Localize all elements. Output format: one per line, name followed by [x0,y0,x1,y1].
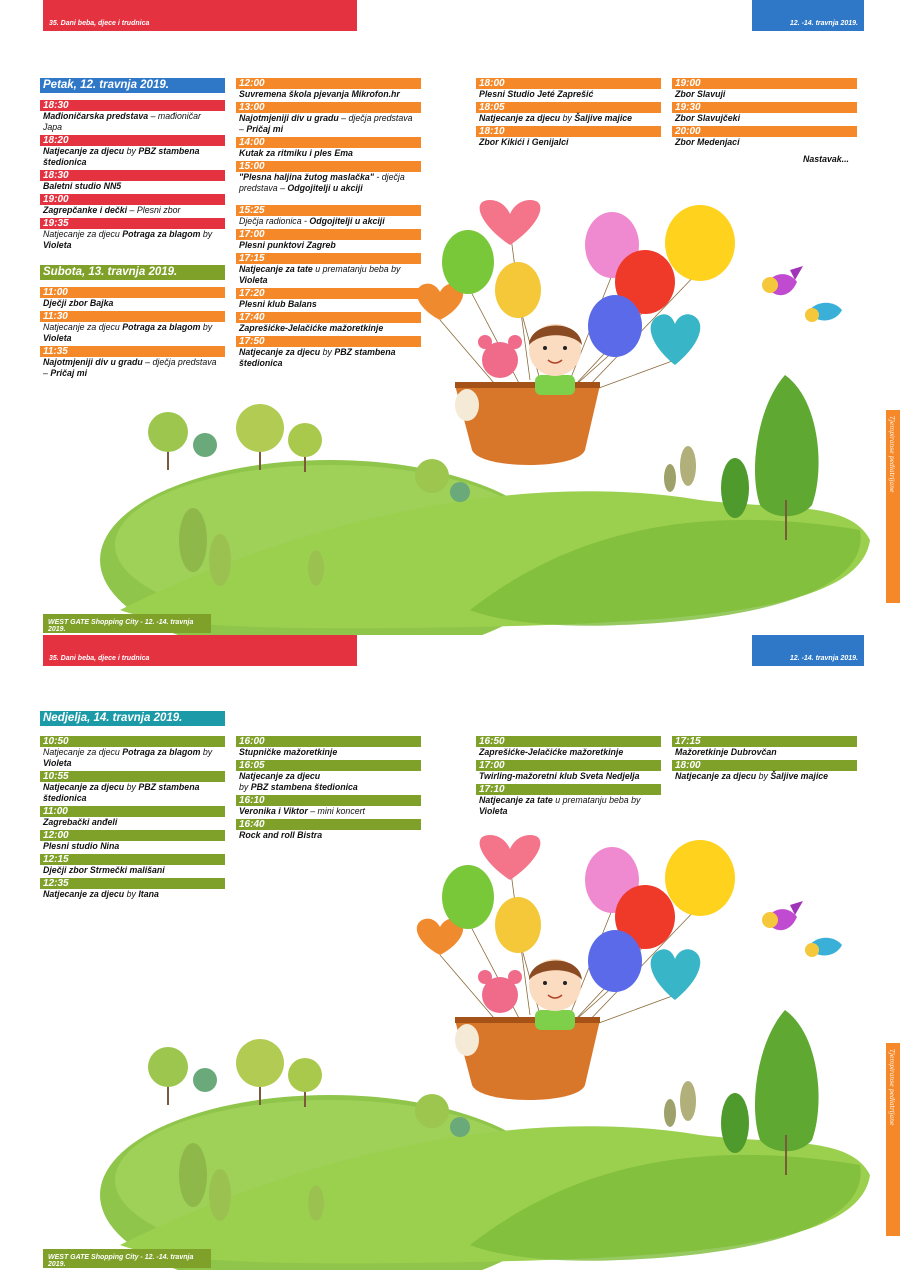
event-text: Najotmjeniji div u gradu – dječja predstava – Pričaj mi [239,113,413,134]
event-text: Dječja radionica - Odgojitelji u akciji [239,216,385,226]
event-text: Mađioničarska predstava – mađioničar Japa [43,111,201,132]
day-title-sunday: Nedjelja, 14. travnja 2019. [40,711,225,726]
time-bar: 19:35 [40,218,225,229]
event-text: Natjecanje za tate u prematanju beba by Violeta [239,264,401,285]
time-bar: 15:25 [236,205,421,216]
event-text: Dječji zbor Bajka [43,298,114,308]
time-bar: 16:05 [236,760,421,771]
event-text: Rock and roll Bistra [239,830,323,840]
event-text: Natjecanje za djecu by PBZ stambena štedionica [239,771,358,792]
page2-column-4 [672,736,857,784]
page2-column-2 [236,736,421,843]
side-tab-text: Tjempiranse pediatrijane [888,1049,895,1126]
event-text: Plesni studio Nina [43,841,120,851]
time-bar: 18:05 [476,102,661,113]
event-text: Natjecanje za djecu Potraga za blagom by Violeta [43,747,213,768]
footer-text: WEST GATE Shopping City - 12. -14. travnja 2019. [48,1254,194,1268]
header-event-text: 35. Dani beba, djece i trudnica [49,20,150,27]
header-date-text: 12. -14. travnja 2019. [789,655,858,662]
day-title-saturday: Subota, 13. travnja 2019. [40,265,225,280]
time-bar: 17:20 [236,288,421,299]
event-text: Natjecanje za djecu by Itana [43,889,159,899]
side-tab [886,410,900,603]
page1-column-1 [40,78,225,381]
time-bar: 12:00 [40,830,225,841]
event-text: Mažoretkinje Dubrovčan [675,747,777,757]
side-tab [886,1043,900,1236]
footer-text: WEST GATE Shopping City - 12. -14. travnja 2019. [48,619,194,633]
event-text: Kutak za ritmiku i ples Ema [239,148,353,158]
event-text: Twirling-mažoretni klub Sveta Nedjelja [479,771,640,781]
time-bar: 16:50 [476,736,661,747]
event-text: Stupničke mažoretkinje [239,747,338,757]
time-bar: 17:15 [236,253,421,264]
header-date-banner [752,635,864,666]
event-text: Natjecanje za djecu by PBZ stambena štedionica [43,146,200,167]
time-bar: 16:00 [236,736,421,747]
event-text: Suvremena škola pjevanja Mikrofon.hr [239,89,400,99]
page-2 [0,635,900,1270]
page1-column-4 [672,78,857,164]
footer-banner [43,614,211,633]
event-text: Plesni klub Balans [239,299,317,309]
time-bar: 12:00 [236,78,421,89]
time-bar: 13:00 [236,102,421,113]
event-text: Zbor Kikići i Genijalci [479,137,569,147]
time-bar: 15:00 [236,161,421,172]
header-date-banner [752,0,864,31]
event-text: Zbor Medenjaci [675,137,740,147]
event-text: Dječji zbor Strmečki mališani [43,865,165,875]
time-bar: 18:00 [672,760,857,771]
event-text: Natjecanje za tate u prematanju beba by Violeta [479,795,641,816]
time-bar: 18:10 [476,126,661,137]
continued-label: Nastavak... [803,154,849,164]
event-text: Zbor Slavujčeki [675,113,741,123]
time-bar: 19:00 [40,194,225,205]
time-bar: 19:00 [672,78,857,89]
time-bar: 18:20 [40,135,225,146]
page2-column-3 [476,736,661,819]
header-event-text: 35. Dani beba, djece i trudnica [49,655,150,662]
header-event-banner [43,0,357,31]
page2-column-1 [40,711,225,902]
event-text: Najotmjeniji div u gradu – dječja predstava – Pričaj mi [43,357,217,378]
side-tab-text: Tjempiranse pediatrijane [888,416,895,493]
event-text: "Plesna haljina žutog maslačka" - dječja predstava – Odgojitelji u akciji [239,172,405,193]
time-bar: 17:10 [476,784,661,795]
time-bar: 19:30 [672,102,857,113]
event-text: Natjecanje za djecu by PBZ stambena štedionica [239,347,396,368]
event-text: Zaprešićke-Jelačićke mažoretkinje [479,747,624,757]
header-event-banner [43,635,357,666]
event-text: Natjecanje za djecu by Šaljive majice [675,771,829,781]
time-bar: 12:15 [40,854,225,865]
event-text: Zbor Slavuji [675,89,726,99]
event-text: Natjecanje za djecu Potraga za blagom by Violeta [43,229,213,250]
event-text: Plesni punktovi Zagreb [239,240,336,250]
header-date-text: 12. -14. travnja 2019. [789,20,858,27]
time-bar: 17:15 [672,736,857,747]
day-title-friday: Petak, 12. travnja 2019. [40,78,225,93]
time-bar: 17:00 [236,229,421,240]
event-text: Natjecanje za djecu by Šaljive majice [479,113,633,123]
time-bar: 14:00 [236,137,421,148]
time-bar: 10:55 [40,771,225,782]
time-bar: 11:00 [40,287,225,298]
time-bar: 12:35 [40,878,225,889]
event-text: Baletni studio NN5 [43,181,122,191]
event-text: Zagrebački anđeli [43,817,118,827]
event-text: Natjecanje za djecu Potraga za blagom by Violeta [43,322,213,343]
time-bar: 17:00 [476,760,661,771]
footer-banner [43,1249,211,1268]
event-text: Natjecanje za djecu by PBZ stambena štedionica [43,782,200,803]
time-bar: 18:00 [476,78,661,89]
event-text: Veronika i Viktor – mini koncert [239,806,365,816]
time-bar: 16:40 [236,819,421,830]
time-bar: 18:30 [40,170,225,181]
time-bar: 11:00 [40,806,225,817]
time-bar: 17:40 [236,312,421,323]
time-bar: 18:30 [40,100,225,111]
time-bar: 11:30 [40,311,225,322]
time-bar: 16:10 [236,795,421,806]
page1-column-3 [476,78,661,150]
page1-column-2 [236,78,421,371]
time-bar: 20:00 [672,126,857,137]
event-text: Zaprešićke-Jelačićke mažoretkinje [239,323,384,333]
time-bar: 11:35 [40,346,225,357]
time-bar: 17:50 [236,336,421,347]
event-text: Zagrepčanke i dečki – Plesni zbor [43,205,181,215]
time-bar: 10:50 [40,736,225,747]
event-text: Plesni Studio Jeté Zaprešić [479,89,594,99]
